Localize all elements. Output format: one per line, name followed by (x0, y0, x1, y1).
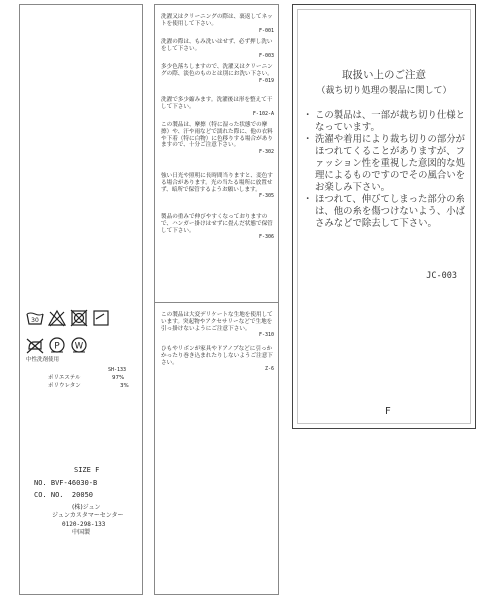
caution-bullet-3: ・ ほつれて、伸びてしまった部分の糸は、他の糸を傷つけないよう、小ばさみなどで除去して下さい。 (305, 194, 467, 230)
caution-body (305, 110, 467, 230)
care-note-code: F-102-A (252, 110, 274, 117)
care-note-code: F-306 (258, 234, 274, 241)
care-note-f001 (161, 14, 274, 34)
care-note-code: F-305 (258, 193, 274, 200)
detergent-note: 中性洗剤使用 (26, 357, 60, 363)
care-note-code: F-302 (258, 149, 274, 156)
care-note-f019 (161, 64, 274, 84)
care-symbol-row-1 (26, 309, 110, 327)
care-note-z6 (161, 346, 274, 373)
svg-text:30: 30 (31, 317, 39, 324)
country-of-origin: 中国製 (72, 529, 91, 536)
care-note-code: F-019 (258, 77, 274, 84)
maker-name: (株)ジュン (72, 504, 101, 511)
size-label: SIZE F (74, 466, 100, 474)
fabric-material-2: ポリウレタン (48, 383, 81, 389)
size-mark: F (385, 406, 391, 417)
customer-center: ジュンカスタマーセンター (52, 512, 124, 519)
dry-clean-p-icon (48, 336, 66, 354)
care-note-text: 多少色落ちしますので、洗濯又はクリーニングの際、淡色のものとは別にお洗い下さい。 (161, 64, 273, 77)
care-note-f302 (161, 122, 274, 155)
co-number: CO. NO. 20050 (34, 491, 94, 499)
fabric-percent-2: 3% (120, 383, 129, 389)
care-note-text: 強い日光や照明に長時間当りますと、変色する場合があります。光の当たる場所に放置せず、暗所で保管するようお願いします。 (161, 173, 273, 193)
no-tumble-dry-icon (70, 309, 88, 327)
care-symbol-row-2 (26, 336, 88, 354)
care-note-text: 洗濯で多少縮みます。洗濯後は形を整えて干して下さい。 (161, 97, 273, 110)
caution-subtitle: （裁ち切り処理の製品に関して） (316, 86, 452, 96)
line-dry-icon (92, 309, 110, 327)
fabric-percent-1: 97% (112, 375, 125, 381)
care-label-left (19, 4, 143, 595)
no-iron-icon (26, 336, 44, 354)
care-note-text: この製品は、摩擦（特に湿った状態での摩擦）や、汗や雨などで濡れた際に、他の衣料や下着（特に白物）に色移りする場合がありますので、十分ご注意下さい。 (161, 122, 273, 149)
caution-bullet-2: ・ 洗濯や着用により裁ち切りの部分がほつれてくることがありますが、ファッション性を重視した意図的な処理によるものですのでその風合いをお楽しみ下さい。 (305, 134, 467, 194)
svg-text:P: P (54, 341, 60, 352)
care-note-text: 洗濯の際は、もみ洗いはせず、必ず押し洗いをして下さい。 (161, 39, 273, 52)
care-note-f306 (161, 214, 274, 241)
care-note-f305 (161, 173, 274, 200)
care-note-f102a (161, 97, 274, 117)
care-note-f310 (161, 312, 274, 339)
care-note-f003 (161, 39, 274, 59)
care-note-text: ひもやリボンが家具やドアノブなどに引っかかったり巻き込まれたりしないようご注意下さい。 (161, 346, 273, 366)
caution-label-right (292, 4, 476, 429)
sh-code: SH-133 (108, 367, 127, 373)
care-label-middle (154, 4, 279, 595)
wash-30-icon (26, 309, 44, 327)
wet-clean-w-icon (70, 336, 88, 354)
care-note-text: 製品の重みで伸びやすくなっておりますので、ハンガー掛けはせずに畳んだ状態で保管して下さい。 (161, 214, 273, 234)
no-bleach-icon (48, 309, 66, 327)
caution-bullet-1: ・ この製品は、一部が裁ち切り仕様となっています。 (305, 110, 467, 134)
care-note-code: F-003 (258, 52, 274, 59)
svg-text:W: W (74, 341, 84, 352)
care-note-text: 洗濯又はクリーニングの際は、裏返してネットを使用して下さい。 (161, 14, 273, 27)
care-note-code: F-001 (258, 27, 274, 34)
label-divider (155, 302, 278, 303)
product-number: NO. BVF-46030-B (34, 479, 98, 487)
phone-number: 0120-298-133 (62, 521, 106, 528)
caution-title: 取扱い上のご注意 (342, 69, 426, 81)
care-note-code: F-310 (258, 332, 274, 339)
care-note-text: この製品は大変デリケートな生地を使用しています。突起物やアクセサリーなどで生地を引っ掛けないようにご注意下さい。 (161, 312, 273, 332)
fabric-material-1: ポリエステル (48, 375, 81, 381)
caution-code: JC-003 (426, 271, 457, 281)
care-note-code: Z-6 (264, 366, 274, 373)
